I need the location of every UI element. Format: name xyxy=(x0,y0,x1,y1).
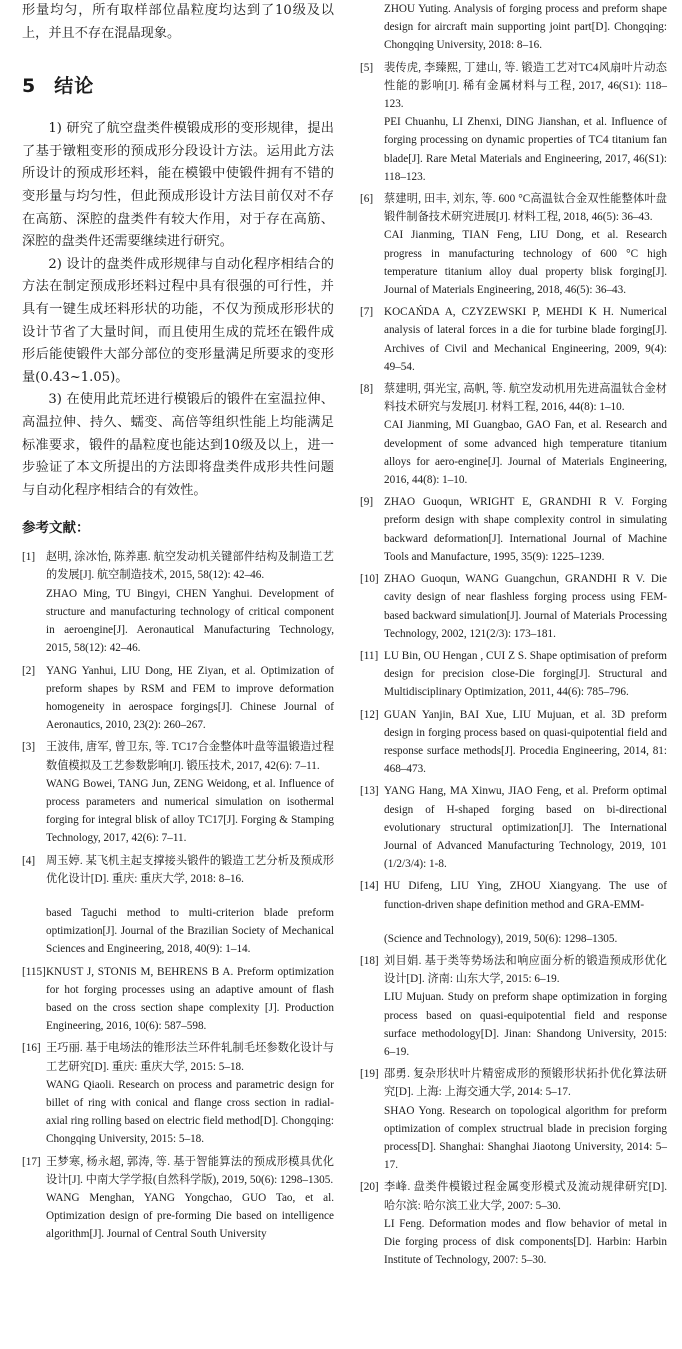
conclusion-paragraph: 1) 研究了航空盘类件模锻成形的变形规律，提出了基于镦粗变形的预成形分段设计方法。运用此方法所设计的预成形坯料，能在模锻中使锻件拥有不错的变形量与均匀性，但此预成形设计方法目前仅对不存在高筋、深腔的盘类件有较大作用，对于存在高筋、深腔的盘类件还需要继续进行研究。 xyxy=(22,121,334,250)
conclusion-paragraph: 2) 设计的盘类件成形规律与自动化程序相结合的方法在制定预成形坯料过程中具有很强的可行性，并具有一键生成坯料形状的功能，不仅为预成形形状的设计节省了大量时间，而且使用生成的荒坯在锻件成形后能使锻件大部分部位的变形量满足所要求的变形量(0.43~1.05)。 xyxy=(22,256,334,385)
reference-item xyxy=(22,548,334,657)
reference-number: [7] xyxy=(360,306,374,319)
reference-line: 李峰. 盘类件模锻过程金属变形模式及流动规律研究[D]. 哈尔滨: 哈尔滨工业大学, 2007: 5–30. xyxy=(384,1181,667,1212)
reference-number: [12] xyxy=(360,708,379,721)
reference-line: 赵明, 涂冰怡, 陈养惠. 航空发动机关键部件结构及制造工艺的发展[J]. 航空制造技术, 2015, 58(12): 42–46. xyxy=(46,551,334,582)
reference-line: KOCAŃDA A, CZYZEWSKI P, MEHDI K H. Numerical analysis of lateral forces in a die for turbine blade forging[J]. Archives of Civil and Mechanical Engineering, 2009, 9(4): 49–54. xyxy=(384,306,667,373)
reference-line: 蔡建明, 弭光宝, 高帆, 等. 航空发动机用先进高温钛合金材料技术研究与发展[J]. 材料工程, 2016, 44(8): 1–10. xyxy=(384,383,667,414)
reference-line: LIU Mujuan. Study on preform shape optimization in forging process based on quasi-equipotential field and response surface methodology[D]. Jinan: Shandong University, 2015: 6–19. xyxy=(384,991,667,1058)
reference-number: [13] xyxy=(360,785,379,798)
reference-number: [3] xyxy=(22,741,36,754)
reference-number: [11] xyxy=(360,649,379,662)
reference-number: [17] xyxy=(22,1155,41,1168)
reference-item xyxy=(22,963,334,1036)
reference-line: SHAO Yong. Research on topological algorithm for preform optimization of complex structrual blade in precision forging process[D]. Shanghai: Shanghai Jiaotong University, 2014: 5–17. xyxy=(384,1104,667,1172)
reference-line: YANG Hang, MA Xinwu, JIAO Feng, et al. Preform optimal design of H-shaped forging based on bi-directional evolutionary structural optimization[J]. The International Journal of Advanced Manufacturing Technology, 2019, 101 (1/2/3/4): 1-8. xyxy=(384,785,667,871)
intro-paragraph: 形量均匀，所有取样部位晶粒度均达到了10级及以上，并且不存在混晶现象。 xyxy=(22,3,334,41)
reference-item xyxy=(360,877,667,913)
reference-item xyxy=(360,493,667,566)
reference-number: [14] xyxy=(360,880,379,893)
reference-item xyxy=(360,190,667,299)
left-column xyxy=(22,0,334,1248)
reference-item xyxy=(22,1039,334,1148)
reference-item xyxy=(360,380,667,489)
reference-line: 王波伟, 唐军, 曾卫东, 等. TC17合金整体叶盘等温锻造过程数值模拟及工艺参数影响[J]. 锻压技术, 2017, 42(6): 7–11. xyxy=(46,741,334,772)
reference-continuation: (Science and Technology), 2019, 50(6): 1298–1305. xyxy=(384,932,618,945)
reference-number: [8] xyxy=(360,383,374,396)
section-title: 结论 xyxy=(54,75,95,98)
reference-number: [115] xyxy=(22,965,46,978)
reference-line: ZHAO Guoqun, WRIGHT E, GRANDHI R V. Forging preform design with shape complexity control in simulating backward deformation[J]. International Journal of Machine Tools and Manufacture, 1995, 35(9): 1225–1239. xyxy=(384,496,667,563)
reference-item xyxy=(360,647,667,702)
reference-line: WANG Qiaoli. Research on process and parametric design for billet of ring with conical and flange cross section in radial-axial ring rolling based on electric field method[D]. Chongqing: Chongqing University, 2015: 5–18. xyxy=(46,1078,334,1146)
conclusion-paragraph: 3) 在使用此荒坯进行模锻后的锻件在室温拉伸、高温拉伸、持久、蠕变、高倍等组织性能上均能满足标准要求，锻件的晶粒度也能达到10级及以上，进一步验证了本文所提出的方法即将盘类件成形共性问题与自动化程序相结合的有效性。 xyxy=(22,392,334,498)
reference-number: [18] xyxy=(360,954,379,967)
reference-number: [20] xyxy=(360,1181,379,1194)
column-gap xyxy=(360,918,667,930)
reference-line: 周玉婷. 某飞机主起支撑接头锻件的锻造工艺分析及预成形优化设计[D]. 重庆: 重庆大学, 2018: 8–16. xyxy=(46,854,334,885)
section-heading xyxy=(22,71,334,98)
reference-line: 王梦寒, 杨永超, 郭涛, 等. 基于智能算法的预成形模具优化设计[J]. 中南大学学报(自然科学版), 2019, 50(6): 1298–1305. xyxy=(46,1155,334,1186)
reference-line: WANG Bowei, TANG Jun, ZENG Weidong, et al. Influence of process parameters and numerical simulation on isothermal forging for integral blisk of alloy TC17[J]. Forging & Stamping Technology, 2017, 42(6): 7–11. xyxy=(46,777,334,845)
reference-line: 邵勇. 复杂形状叶片精密成形的预锻形状拓扑优化算法研究[D]. 上海: 上海交通大学, 2014: 5–17. xyxy=(384,1068,667,1099)
reference-item xyxy=(360,59,667,186)
reference-item xyxy=(360,1065,667,1174)
reference-item xyxy=(22,662,334,735)
reference-item xyxy=(22,738,334,847)
reference-number: [16] xyxy=(22,1042,41,1055)
reference-line: GUAN Yanjin, BAI Xue, LIU Mujuan, et al. 3D preform design in forging process based on quasi-quipotential field and response surface methods[J]. Procedia Engineering, 2014, 81: 468–473. xyxy=(384,708,667,776)
section-number: 5 xyxy=(22,75,37,98)
reference-line: WANG Menghan, YANG Yongchao, GUO Tao, et al. Optimization design of pre-forming Die based on intelligence algorithm[J]. Journal of Central South University xyxy=(46,1191,334,1241)
reference-line: 裴传虎, 李臻熙, 丁建山, 等. 锻造工艺对TC4风扇叶片动态性能的影响[J]. 稀有金属材料与工程, 2017, 46(S1): 118–123. xyxy=(384,61,667,111)
reference-number: [19] xyxy=(360,1068,379,1081)
column-gap xyxy=(22,892,334,904)
reference-line: PEI Chuanhu, LI Zhenxi, DING Jianshan, et al. Influence of forging processing on dynamic properties of TC4 titanium fan blade[J]. Rare Metal Materials and Engineering, 2017, 46(S1): 118–123. xyxy=(384,116,667,183)
reference-number: [6] xyxy=(360,193,374,206)
reference-item xyxy=(360,1178,667,1269)
reference-line: ZHAO Ming, TU Bingyi, CHEN Yanghui. Development of structure and manufacturing technology of critical component in aeroengine[J]. Aeronautical Manufacturing Technology, 2015, 58(12): 42–46. xyxy=(46,587,334,655)
reference-line: HU Difeng, LIU Ying, ZHOU Xiangyang. The use of function-driven shape definition method and GRA-EMM- xyxy=(384,880,667,911)
reference-line: KNUST J, STONIS M, BEHRENS B A. Preform optimization for hot forging processes using an adaptive amount of flash based on the cross section shape complexity [J]. Production Engineering, 2016, 10(6): 587–598. xyxy=(46,965,334,1033)
reference-item xyxy=(22,1153,334,1244)
reference-line: LI Feng. Deformation modes and flow behavior of metal in Die forging process of disk components[D]. Harbin: Harbin Institute of Technology, 2007: 5–30. xyxy=(384,1217,667,1267)
reference-line: LU Bin, OU Hengan , CUI Z S. Shape optimisation of preform design for precision close-Die forging[J]. Structural and Multidisciplinary Optimization, 2011, 44(6): 785–796. xyxy=(384,649,667,699)
reference-line: 刘目娟. 基于类等势场法和响应面分析的锻造预成形优化设计[D]. 济南: 山东大学, 2015: 6–19. xyxy=(384,954,667,986)
reference-line: CAI Jianming, MI Guangbao, GAO Fan, et al. Research and development of some advanced high temperature titanium alloys for aero-engine[J]. Journal of Materials Engineering, 2016, 44(8): 1–10. xyxy=(384,419,667,487)
reference-line: CAI Jianming, TIAN Feng, LIU Dong, et al. Research progress in manufacturing technology of 600 °C high temperature titanium alloy dual property blisk forging[J]. Journal of Materials Engineering, 2018, 46(5): 36–43. xyxy=(384,229,667,297)
reference-number: [5] xyxy=(360,61,374,74)
reference-line: ZHAO Guoqun, WANG Guangchun, GRANDHI R V. Die cavity design of near flashless forging process using FEM-based backward simulation[J]. Journal of Materials Processing Technology, 2002, 121(2/3): 173–181. xyxy=(384,573,667,640)
reference-line: YANG Yanhui, LIU Dong, HE Ziyan, et al. Optimization of preform shapes by RSM and FEM to improve deformation homogeneity in aerospace forgings[J]. Chinese Journal of Aeronautics, 2010, 23(2): 260–267. xyxy=(46,664,334,732)
right-column xyxy=(360,0,667,1273)
reference-line: 蔡建明, 田丰, 刘东, 等. 600 °C高温钛合金双性能整体叶盘锻件制备技术研究进展[J]. 材料工程, 2018, 46(5): 36–43. xyxy=(384,193,667,224)
reference-number: [2] xyxy=(22,664,36,677)
reference-continuation: ZHOU Yuting. Analysis of forging process and preform shape design for aircraft main supporting joint part[D]. Chongqing: Chongqing University, 2018: 8–16. xyxy=(384,3,667,52)
references-heading: 参考文献： xyxy=(22,520,90,537)
reference-item xyxy=(360,782,667,873)
reference-item xyxy=(360,706,667,779)
reference-number: [1] xyxy=(22,551,36,564)
reference-number: [4] xyxy=(22,854,36,867)
reference-continuation: based Taguchi method to multi-criterion blade preform optimization[J]. Journal of the Brazilian Society of Mechanical Sciences and Engineering, 2018, 40(9): 1–14. xyxy=(46,906,334,956)
reference-item xyxy=(22,852,334,888)
reference-number: [10] xyxy=(360,573,379,586)
reference-line: 王巧丽. 基于电场法的锥形法兰环件轧制毛坯参数化设计与工艺研究[D]. 重庆: 重庆大学, 2015: 5–18. xyxy=(46,1042,334,1073)
reference-item xyxy=(360,952,667,1061)
reference-number: [9] xyxy=(360,496,374,509)
reference-item xyxy=(360,570,667,643)
reference-item xyxy=(360,303,667,376)
